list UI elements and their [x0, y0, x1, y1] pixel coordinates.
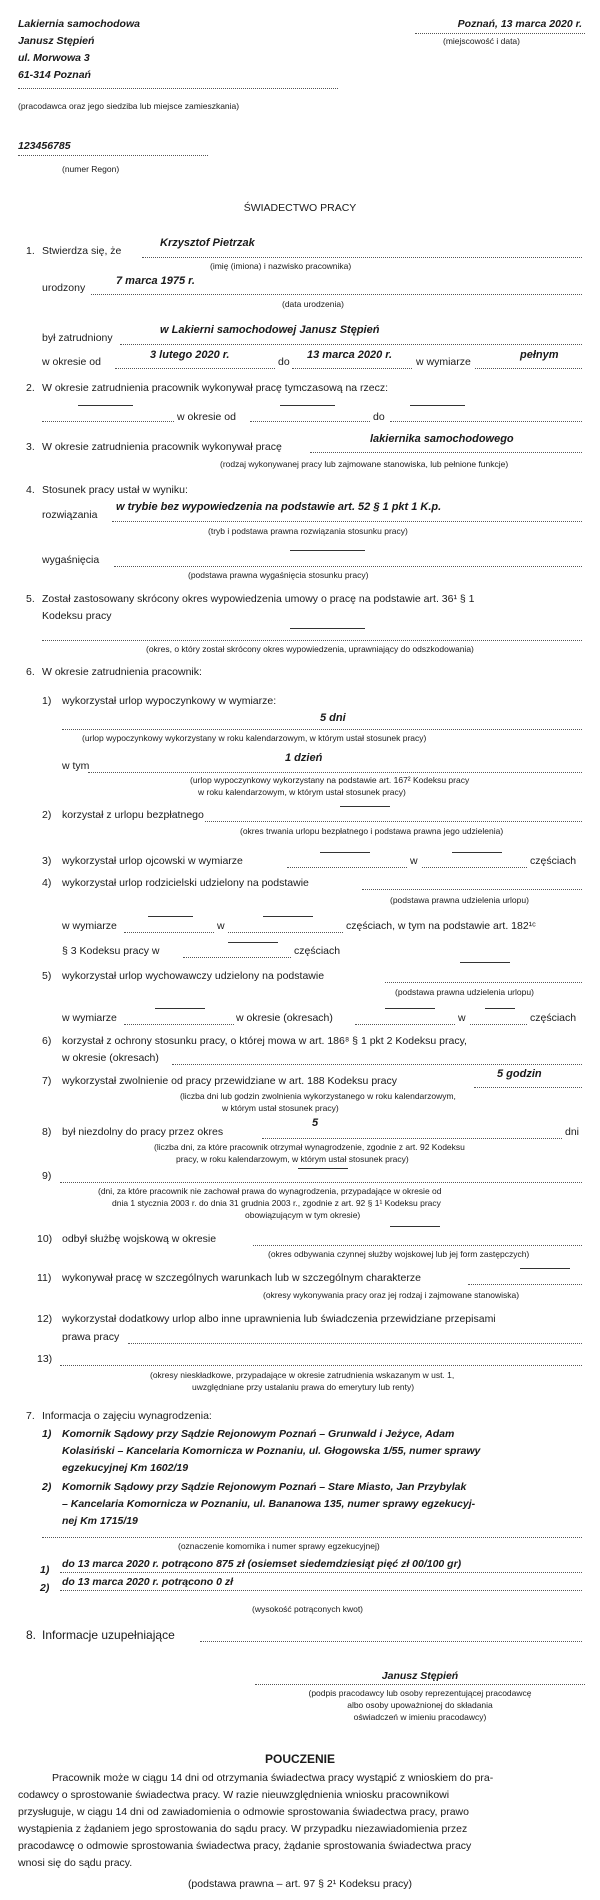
employer-city: 61-314 Poznań	[18, 69, 91, 81]
s6-6-number: 6)	[42, 1035, 52, 1047]
s6-4-w: w	[217, 920, 225, 932]
job-position: lakiernika samochodowego	[370, 433, 514, 445]
s6-4-short-line3	[228, 942, 278, 943]
s6-4-parts-line	[228, 932, 343, 933]
s6-3-text: wykorzystał urlop ojcowski w wymiarze	[62, 855, 243, 867]
s6-1-in-line	[88, 772, 582, 773]
s6-13-caption1: (okresy nieskładkowe, przypadające w okresie zatrudnienia wskazanym w ust. 1,	[150, 1370, 455, 1380]
s6-5-periods: w okresie (okresach)	[236, 1012, 333, 1024]
s2-to-label: do	[373, 411, 385, 423]
period-to: 13 marca 2020 r.	[307, 349, 393, 361]
s4-text: Stosunek pracy ustał w wyniku:	[42, 484, 188, 496]
instruction-line4: wystąpienia z żądaniem jego sprostowania do sądu pracy. W przypadku niezawiadomienia przez	[18, 1823, 468, 1835]
s6-4-line3-dots	[183, 957, 291, 958]
s6-10-number: 10)	[37, 1233, 53, 1245]
s6-3-w: w	[410, 855, 418, 867]
s6-5-short-line2	[385, 1008, 435, 1009]
s6-10-line	[253, 1245, 582, 1246]
regon-dotted-line	[18, 155, 208, 156]
s1-number: 1.	[26, 245, 35, 257]
s6-4-line	[362, 889, 582, 890]
s2-text: W okresie zatrudnienia pracownik wykonywał pracę tymczasową na rzecz:	[42, 382, 389, 394]
s6-9-line	[60, 1182, 582, 1183]
s7-number: 7.	[26, 1410, 35, 1422]
bailiff-caption: (oznaczenie komornika i numer sprawy egzekucyjnej)	[178, 1541, 380, 1551]
bailiff-1-line1: Komornik Sądowy przy Sądzie Rejonowym Poznań – Grunwald i Jeżyce, Adam	[62, 1428, 455, 1440]
s6-12-text: wykorzystał dodatkowy urlop albo inne uprawnienia lub świadczenia przewidziane przepisami	[62, 1313, 496, 1325]
s8-number: 8.	[26, 1628, 37, 1642]
s6-3-parts-line	[422, 867, 527, 868]
place-date: Poznań, 13 marca 2020 r.	[457, 18, 582, 30]
signature-caption1: (podpis pracodawcy lub osoby reprezentującej pracodawcę	[308, 1688, 532, 1698]
instruction-title: POUCZENIE	[264, 1752, 335, 1766]
s6-1-number: 1)	[42, 695, 52, 707]
s6-text: W okresie zatrudnienia pracownik:	[42, 666, 202, 678]
page-title: ŚWIADECTWO PRACY	[243, 202, 357, 214]
signature-caption3: oświadczeń w imieniu pracodawcy)	[353, 1712, 487, 1722]
period-to-label: do	[278, 356, 290, 368]
s1-name-line	[142, 257, 582, 258]
s6-13-number: 13)	[37, 1353, 53, 1365]
s6-5-parts: częściach	[530, 1012, 577, 1024]
s6-3-number: 3)	[42, 855, 52, 867]
instruction-line6: wnosi się do sądu pracy.	[18, 1857, 133, 1869]
s6-11-caption: (okresy wykonywania pracy oraz jej rodzaj i zajmowane stanowiska)	[263, 1290, 520, 1300]
dimension-label: w wymiarze	[416, 356, 471, 368]
instruction-line1: Pracownik może w ciągu 14 dni od otrzymania świadectwa pracy wystąpić z wnioskiem do pra-	[52, 1772, 494, 1784]
s6-1-caption: (urlop wypoczynkowy wykorzystany w roku kalendarzowym, w którym ustał stosunek pracy)	[82, 733, 427, 743]
period-from: 3 lutego 2020 r.	[150, 349, 230, 361]
expiry-caption: (podstawa prawna wygaśnięcia stosunku pracy)	[188, 570, 369, 580]
instruction-basis: (podstawa prawna – art. 97 § 2¹ Kodeksu pracy)	[187, 1878, 413, 1890]
period-from-line	[115, 368, 275, 369]
bailiff-line	[42, 1537, 582, 1538]
s7-text: Informacja o zajęciu wynagrodzenia:	[42, 1410, 212, 1422]
leave-days: 5 dni	[320, 712, 346, 724]
s6-5-dim-line	[124, 1024, 234, 1025]
birth-date-caption: (data urodzenia)	[282, 299, 344, 309]
s6-5-periods-line	[355, 1024, 455, 1025]
s6-5-dim-label: w wymiarze	[62, 1012, 117, 1024]
s6-1-line	[62, 729, 582, 730]
s6-9-short-line	[298, 1168, 348, 1169]
born-line	[91, 294, 582, 295]
s6-6-text: korzystał z ochrony stosunku pracy, o której mowa w art. 186⁸ § 1 pkt 2 Kodeksu pracy,	[62, 1035, 467, 1047]
s6-9-caption2: dnia 1 stycznia 2003 r. do dnia 31 grudnia 2003 r., zgodnie z art. 92 § 1¹ Kodeksu pracy	[112, 1198, 441, 1208]
s6-4-tail: częściach, w tym na podstawie art. 182¹ᶜ	[346, 920, 536, 932]
s6-9-caption1: (dni, za które pracownik nie zachował prawa do wynagrodzenia, przypadające w okresie od	[98, 1186, 442, 1196]
s6-4-short-line1	[148, 916, 193, 917]
s6-8-text: był niezdolny do pracy przez okres	[62, 1126, 224, 1138]
bailiff-2-line2: – Kancelaria Komornicza w Poznaniu, ul. Bananowa 135, numer sprawy egzekucyj-	[62, 1498, 476, 1510]
s6-5-parts-line	[470, 1024, 527, 1025]
bailiff-2-line1: Komornik Sądowy przy Sądzie Rejonowym Poznań – Stare Miasto, Jan Przybylak	[62, 1481, 467, 1493]
place-date-dotted-line	[415, 33, 585, 34]
dimension-line	[475, 368, 582, 369]
deduction-2-line	[60, 1590, 582, 1591]
period-label: w okresie od	[42, 356, 101, 368]
s6-8-caption1: (liczba dni, za które pracownik otrzymał wynagrodzenie, zgodnie z art. 92 Kodeksu	[154, 1142, 465, 1152]
s6-6-line2: w okresie (okresach)	[62, 1052, 159, 1064]
born-label: urodzony	[42, 282, 86, 294]
employer-street: ul. Morwowa 3	[18, 52, 90, 64]
s6-8-line	[262, 1138, 562, 1139]
s6-3-short-line1	[320, 852, 370, 853]
s2-short-line	[78, 405, 133, 406]
s5-number: 5.	[26, 593, 35, 605]
s6-5-caption: (podstawa prawna udzielenia urlopu)	[395, 987, 534, 997]
s6-12-line	[128, 1343, 582, 1344]
bailiff-2-number: 2)	[42, 1481, 52, 1493]
s5-line	[42, 640, 582, 641]
s6-5-short-line1	[155, 1008, 205, 1009]
expiry-label: wygaśnięcia	[42, 554, 100, 566]
s6-4-caption: (podstawa prawna udzielenia urlopu)	[390, 895, 529, 905]
s2-number: 2.	[26, 382, 35, 394]
instruction-line3: przysługuje, w ciągu 14 dni od zawiadomienia o odmowie sprostowania świadectwa pracy, prawo	[18, 1806, 469, 1818]
signature-line	[255, 1684, 585, 1685]
bailiff-1-line3: egzekucyjnej Km 1602/19	[62, 1462, 189, 1474]
deduction-1-number: 1)	[40, 1564, 50, 1576]
s4-short-line	[290, 550, 365, 551]
leave-hours: 5 godzin	[497, 1068, 542, 1080]
s6-11-number: 11)	[37, 1272, 52, 1284]
s6-5-number: 5)	[42, 970, 52, 982]
s1-lead: Stwierdza się, że	[42, 245, 122, 257]
s6-10-short-line	[390, 1226, 440, 1227]
signature-caption2: albo osoby upoważnionej do składania	[347, 1700, 493, 1710]
employer-name-line1: Lakiernia samochodowa	[18, 18, 140, 30]
s6-7-text: wykorzystał zwolnienie od pracy przewidziane w art. 188 Kodeksu pracy	[62, 1075, 397, 1087]
s6-4-short-line2	[263, 916, 313, 917]
deduction-2-number: 2)	[40, 1582, 50, 1594]
s6-3-short-line2	[452, 852, 502, 853]
s6-11-short-line	[520, 1268, 570, 1269]
s6-4-number: 4)	[42, 877, 52, 889]
s6-8-unit: dni	[565, 1126, 580, 1138]
deduction-2: do 13 marca 2020 r. potrącono 0 zł	[62, 1576, 233, 1588]
s6-8-caption2: pracy, w roku kalendarzowym, w którym ustał stosunek pracy)	[176, 1154, 409, 1164]
s6-2-line	[205, 821, 582, 822]
s6-4-dim-label: w wymiarze	[62, 920, 117, 932]
s6-number: 6.	[26, 666, 35, 678]
s3-number: 3.	[26, 441, 35, 453]
termination-value: w trybie bez wypowiedzenia na podstawie art. 52 § 1 pkt 1 K.p.	[116, 501, 442, 513]
s2-short-line-2	[280, 405, 335, 406]
s5-short-line	[290, 628, 365, 629]
dimension-value: pełnym	[520, 349, 559, 361]
s3-caption: (rodzaj wykonywanej pracy lub zajmowane stanowiska, lub pełnione funkcje)	[220, 459, 509, 469]
bailiff-1-number: 1)	[42, 1428, 52, 1440]
deduction-1: do 13 marca 2020 r. potrącono 875 zł (osiemset siedemdziesiąt pięć zł 00/100 gr)	[62, 1558, 462, 1570]
s6-13-caption2: uwzględniane przy ustalaniu prawa do emerytury lub renty)	[192, 1382, 415, 1392]
s6-7-line	[474, 1087, 582, 1088]
s6-10-caption: (okres odbywania czynnej służby wojskowej lub jej form zastępczych)	[268, 1249, 530, 1259]
s2-entity-line	[42, 421, 174, 422]
expiry-line	[114, 566, 582, 567]
s6-6-line	[172, 1064, 582, 1065]
bailiff-2-line3: nej Km 1715/19	[62, 1515, 138, 1527]
s8-text: Informacje uzupełniające	[42, 1628, 175, 1642]
birth-date: 7 marca 1975 r.	[116, 275, 195, 287]
s6-1-text: wykorzystał urlop wypoczynkowy w wymiarze:	[62, 695, 277, 707]
s3-line	[310, 452, 582, 453]
deduction-caption: (wysokość potrąconych kwot)	[252, 1604, 364, 1614]
s2-short-line-3	[410, 405, 465, 406]
s6-7-number: 7)	[42, 1075, 52, 1087]
s6-9-number: 9)	[42, 1170, 52, 1182]
s6-7-caption1: (liczba dni lub godzin zwolnienia wykorzystanego w roku kalendarzowym,	[180, 1091, 456, 1101]
termination-label: rozwiązania	[42, 509, 98, 521]
s8-line	[200, 1641, 582, 1642]
s6-2-caption: (okres trwania urlopu bezpłatnego i podstawa prawna jego udzielenia)	[240, 826, 504, 836]
s6-5-short-line3	[485, 1008, 515, 1009]
s5-caption: (okres, o który został skrócony okres wypowiedzenia, uprawniający do odszkodowania)	[146, 644, 474, 654]
place-date-caption: (miejscowość i data)	[443, 36, 520, 46]
s6-11-line	[468, 1284, 582, 1285]
employed-at: w Lakierni samochodowej Janusz Stępień	[160, 324, 380, 336]
s6-2-number: 2)	[42, 809, 52, 821]
bailiff-1-line2: Kolasiński – Kancelaria Komornicza w Poznaniu, ul. Głogowska 1/55, numer sprawy	[62, 1445, 481, 1457]
instruction-line2: codawcy o sprostowanie świadectwa pracy. W razie nieuwzględnienia wniosku pracownikowi	[18, 1789, 450, 1801]
period-to-line	[292, 368, 412, 369]
s6-13-line	[60, 1365, 582, 1366]
s6-4-line3b: częściach	[294, 945, 341, 957]
s6-5-text: wykorzystał urlop wychowawczy udzielony na podstawie	[62, 970, 325, 982]
s6-9-caption3: obowiązującym w tym okresie)	[245, 1210, 361, 1220]
leave-in-value: 1 dzień	[285, 752, 323, 764]
s6-11-text: wykonywał pracę w szczególnych warunkach lub w szczególnym charakterze	[62, 1272, 421, 1284]
s6-4-dim-line	[124, 932, 214, 933]
s6-1-in-label: w tym	[62, 760, 90, 772]
employer-caption: (pracodawca oraz jego siedziba lub miejsce zamieszkania)	[18, 101, 240, 111]
employed-label: był zatrudniony	[42, 332, 113, 344]
s4-number: 4.	[26, 484, 35, 496]
s6-10-text: odbył służbę wojskową w okresie	[62, 1233, 217, 1245]
termination-line	[112, 521, 582, 522]
s6-2-short-line	[340, 806, 390, 807]
s6-12-number: 12)	[37, 1313, 53, 1325]
s6-5-w: w	[458, 1012, 466, 1024]
signature-name: Janusz Stępień	[381, 1670, 459, 1682]
s2-from-line	[250, 421, 370, 422]
s6-4-text: wykorzystał urlop rodzicielski udzielony na podstawie	[62, 877, 309, 889]
s5-text-line1: Został zastosowany skrócony okres wypowiedzenia umowy o pracę na podstawie art. 36¹ § 1	[42, 593, 475, 605]
s2-to-line	[390, 421, 582, 422]
s6-4-line3a: § 3 Kodeksu pracy w	[62, 945, 160, 957]
employee-name: Krzysztof Pietrzak	[160, 237, 255, 249]
s6-8-number: 8)	[42, 1126, 52, 1138]
s6-3-parts: częściach	[530, 855, 577, 867]
sick-days: 5	[312, 1117, 319, 1129]
employer-dotted-line	[18, 88, 338, 89]
deduction-1-line	[60, 1572, 582, 1573]
s6-1-in-caption2: w roku kalendarzowym, w którym ustał stosunek pracy)	[198, 787, 406, 797]
s6-1-in-caption1: (urlop wypoczynkowy wykorzystany na podstawie art. 167² Kodeksu pracy	[190, 775, 470, 785]
s6-7-caption2: w którym ustał stosunek pracy)	[222, 1103, 339, 1113]
s5-text-line2: Kodeksu pracy	[42, 610, 112, 622]
s6-5-short-line0	[460, 962, 510, 963]
regon-caption: (numer Regon)	[62, 164, 120, 174]
s6-3-dim-line	[287, 867, 407, 868]
termination-caption: (tryb i podstawa prawna rozwiązania stosunku pracy)	[208, 526, 408, 536]
s2-period-label: w okresie od	[177, 411, 236, 423]
s6-2-text: korzystał z urlopu bezpłatnego	[62, 809, 204, 821]
employee-name-caption: (imię (imiona) i nazwisko pracownika)	[210, 261, 352, 271]
regon-number: 123456785	[18, 140, 71, 152]
s6-12-line2: prawa pracy	[62, 1331, 120, 1343]
s3-text: W okresie zatrudnienia pracownik wykonywał pracę	[42, 441, 282, 453]
instruction-line5: pracodawcę o odmowie sprostowania świadectwa pracy, żądanie sprostowania świadectwa pracy	[18, 1840, 472, 1852]
employed-line	[120, 344, 582, 345]
employer-name-line2: Janusz Stępień	[18, 35, 95, 47]
s6-5-line	[385, 982, 582, 983]
